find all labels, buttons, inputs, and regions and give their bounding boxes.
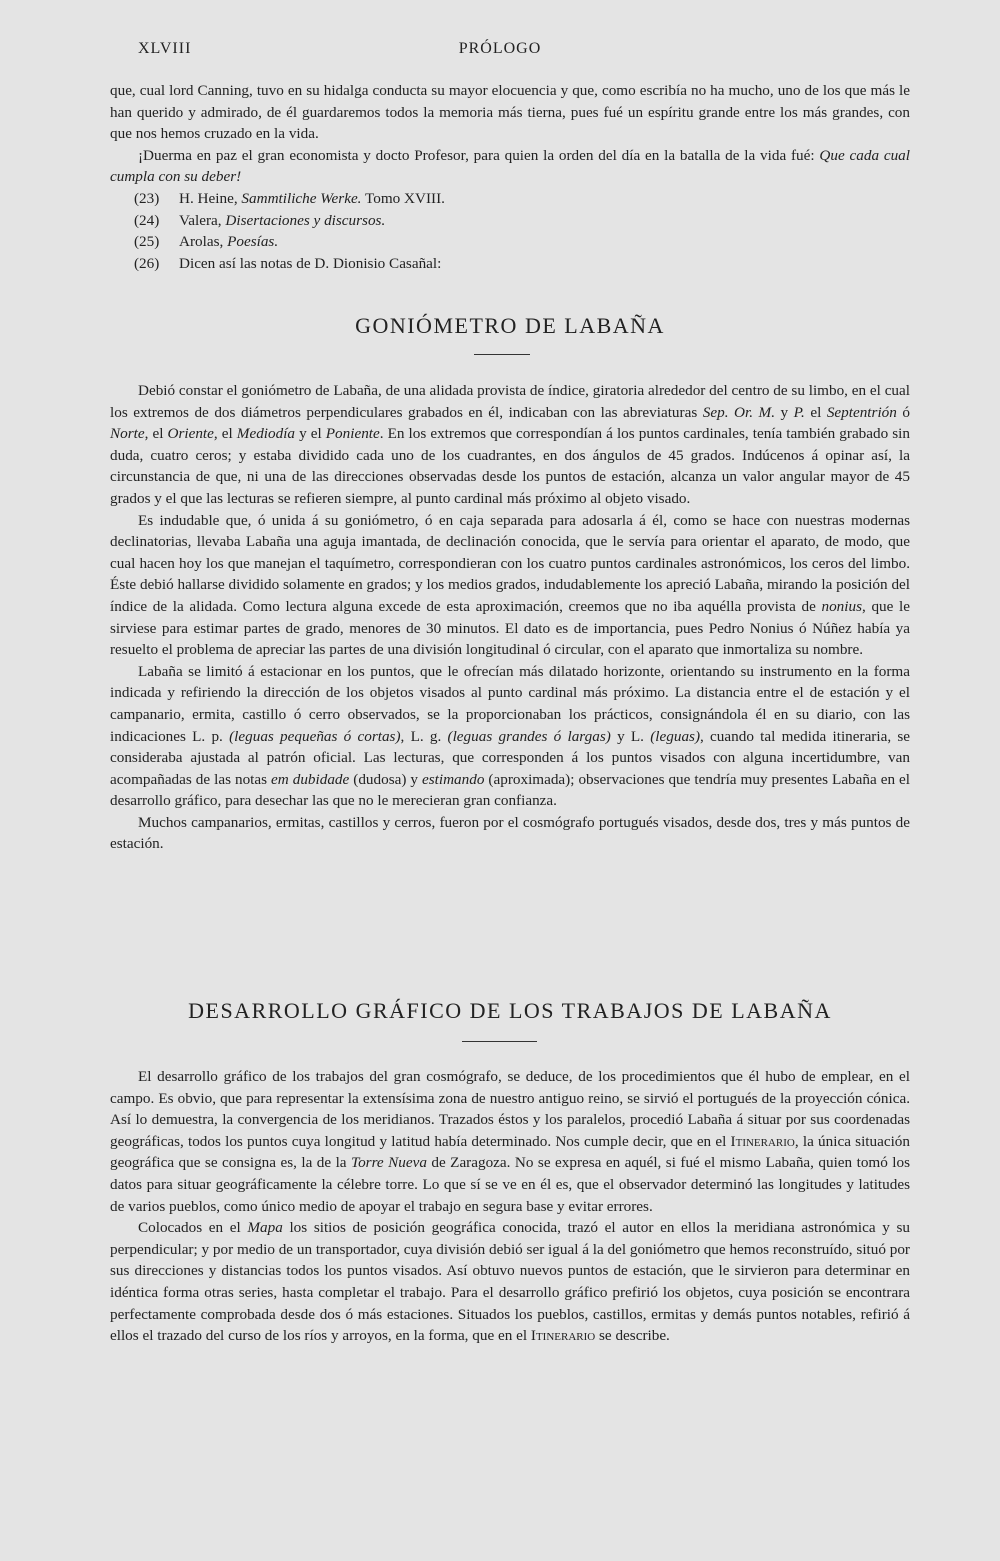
body-paragraph: Es indudable que, ó unida á su goniómetro, ó en caja separada para adosarla á él, como se hace con nuestras modernas declinatorias, llevaba Labaña una aguja imantada, de declinación conocida, que le servía para orientar el aparato, de modo, que cual hacen hoy los que manejan el taquímetro, correspondieran con los cuatro puntos cardinales astronómicos, los ceros del limbo. Éste debió hallarse dividido solamente en grados; y los medios grados, indudablemente los apreció Labaña, mirando la posición del índice de la alidada. Como lectura alguna excede de esta aproximación, creemos que no iba aquélla provista de nonius, que le sirviese para estimar partes de grado, menores de 30 minutos. El dato es de importancia, pues Pedro Nonius ó Núñez había ya resuelto el problema de apreciar las partes de una división longitudinal ó circular, con el aparato que inmortaliza su nombre. [110,511,910,659]
section-heading-desarrollo: DESARROLLO GRÁFICO DE LOS TRABAJOS DE LABAÑA [188,998,832,1023]
footnote-number: (26) [134,254,160,272]
section1-body [110,380,910,855]
intro-block [110,80,910,274]
footnote [110,253,910,275]
footnote-number: (25) [134,233,160,251]
section-heading-goniometro: GONIÓMETRO DE LABAÑA [355,313,665,338]
running-title: PRÓLOGO [458,40,542,57]
page-number: XLVIII [138,40,192,57]
section2-body [110,1066,910,1347]
footnote-text: Dicen así las notas de D. Dionisio Casañal: [179,254,442,272]
body-paragraph: Debió constar el goniómetro de Labaña, de una alidada provista de índice, giratoria alrededor del centro de su limbo, en el cual los extremos de dos diámetros perpendiculares grabados en él, indicaban con las abreviaturas Sep. Or. M. y P. el Septentrión ó Norte, el Oriente, el Mediodía y el Poniente. En los extremos que correspondían á los puntos cardinales, tenía también grabado sin duda, cuatro ceros; y estaba dividido cada uno de los cuadrantes, en dos ángulos de 45 grados. Indúcenos á opinar así, la circunstancia de que, ni una de las direcciones observadas desde los puntos de estación, alcanza un valor angular mayor de 45 grados y el que las lecturas se refieren siempre, al punto cardinal más próximo al objeto visado. [110,382,910,507]
footnote-text: Arolas, Poesías. [179,233,279,251]
intro-paragraph: que, cual lord Canning, tuvo en su hidalga conducta su mayor elocuencia y que, como escribía no ha mucho, uno de los que más le han querido y admirado, de él guardaremos todos la memoria más tierna, pues fué un espíritu grande entre los más grandes, con que nos hemos cruzado en la vida. [110,82,910,143]
footnote-text: Valera, Disertaciones y discursos. [179,211,386,229]
body-paragraph: Muchos campanarios, ermitas, castillos y cerros, fueron por el cosmógrafo portugués visados, desde dos, tres y más puntos de estación. [110,813,910,853]
intro-text: ¡Duerma en paz el gran economista y docto Profesor, para quien la orden del día en la batalla de la vida fué: [138,146,820,164]
footnotes [110,188,910,274]
body-paragraph: El desarrollo gráfico de los trabajos del gran cosmógrafo, se deduce, de los procedimientos que él hubo de emplear, en el campo. Es obvio, que para representar la extensísima zona de nuestro antiguo reino, se sirvió el portugués de la proyección cónica. Así lo demuestra, la convergencia de los meridianos. Trazados éstos y los paralelos, procedió Labaña á situar por sus coordenadas geográficas, todos los puntos cuya longitud y latitud había determinado. Nos cumple decir, que en el Itinerario, la única situación geográfica que se consigna es, la de la Torre Nueva de Zaragoza. No se expresa en aquél, si fué el mismo Labaña, quien tomó los datos para situar geográficamente la célebre torre. Lo que sí se ve en él es, que el observador determinó las longitudes y latitudes de varios pueblos, como único medio de apoyar el trabajo en segura base y evitar errores. [110,1068,911,1215]
intro-paragraph-2 [110,145,910,188]
body-paragraph: Colocados en el Mapa los sitios de posición geográfica conocida, trazó el autor en ellos la meridiana astronómica y su perpendicular; y por medio de un transportador, cuya división debió ser igual á la del goniómetro que hemos reconstruído, situó por sus direcciones y distancias todos los puntos visados. Así obtuvo nuevos puntos de estación, que le sirvieron para determinar en idéntica forma otras series, hasta completar el trabajo. Para el desarrollo gráfico prefirió los objetos, cuya posición se encontrara perfectamente comprobada desde dos ó más estaciones. Situados los pueblos, castillos, ermitas y demás puntos notables, refirió á ellos el trazado del curso de los ríos y arroyos, en la forma, que en el Itinerario se describe. [110,1219,910,1345]
footnote-text: H. Heine, Sammtiliche Werke. Tomo XVIII. [179,189,445,207]
footnote-number: (23) [134,189,160,207]
intro-quote: Que cada cual cumpla con su deber! [110,146,910,186]
body-paragraph: Labaña se limitó á estacionar en los puntos, que le ofrecían más dilatado horizonte, orientando su instrumento en la forma indicada y refiriendo la dirección de los objetos visados al punto cardinal más próximo. La distancia entre el de estación y el campanario, ermita, castillo ó cerro observados, se la proporcionaban los prácticos, consignándola él en su diario, con las indicaciones L. p. (leguas pequeñas ó cortas), L. g. (leguas grandes ó largas) y L. (leguas), cuando tal medida itineraria, se consideraba ajustada al patrón oficial. Las lecturas, que corresponden á los puntos visados con alguna incertidumbre, van acompañadas de las notas em dubidade (dudosa) y estimando (aproximada); observaciones que tendría muy presentes Labaña en el desarrollo gráfico, para desechar las que no le merecieran gran confianza. [110,662,911,810]
footnote [110,188,910,210]
heading-rule [462,1041,537,1042]
footnote [110,210,910,232]
footnote [110,231,910,253]
footnote-number: (24) [134,211,160,229]
heading-rule [474,354,530,355]
